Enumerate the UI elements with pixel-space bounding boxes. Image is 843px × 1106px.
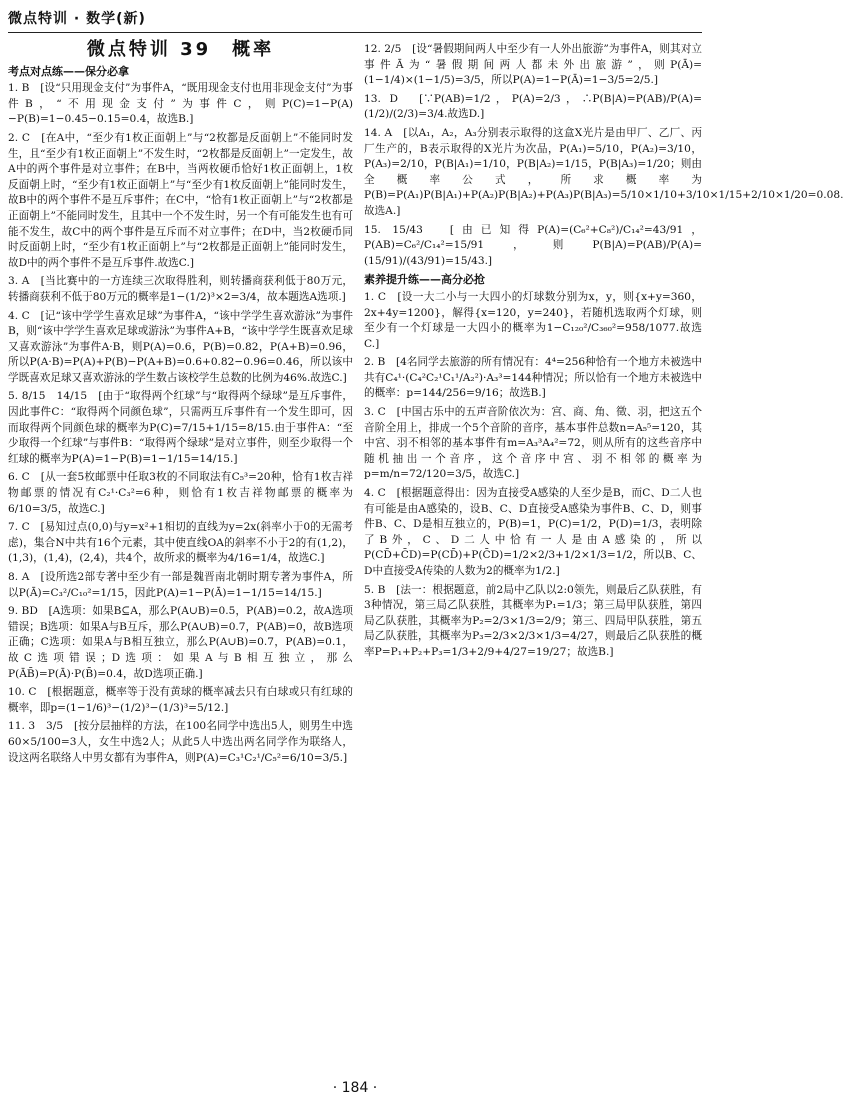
answer-item: 7. C [易知过点(0,0)与y=x²+1相切的直线为y=2x(斜率小于0的无需考虑)，集合N中共有16个元素，其中使直线OA的斜率不小于2的有(1,2)，(1,3)，(1,4)，(2,4)，共4个，故所求的概率为4/16=1/4，故选C.] (8, 521, 353, 565)
answer-item: 5. 8/15 14/15 [由于“取得两个红球”与“取得两个绿球”是互斥事件，因此事件C：“取得两个同颜色球”，只需两互斥事件有一个发生即可，因而取得两个同颜色球的概率为P(C)=7/15+1/15=8/15.由于事件A：“至少取得一个红球”与事件B：“取得两个绿球”是对立事件，则至少取得一个红球的概率为P(A)=1−P(B)=1−1/15=14/15.] (8, 390, 353, 465)
answer-item: 2. B [4名同学去旅游的所有情况有：4⁴=256种恰有一个地方未被选中共有C₄¹·(C₄²C₂¹C₁¹/A₂²)·A₃³=144种情况；所以恰有一个地方未被选中的概率：p=144/256=9/16；故选B.] (364, 356, 702, 400)
answer-item: 4. C [根据题意得出：因为直接受A感染的人至少是B，而C、D二人也有可能是由A感染的，设B、C、D直接受A感染为事件B、C、D，则事件B、C、D是相互独立的，P(B)=1，P(C)=1/2，P(D)=1/3，表明除了B外，C、D二人中恰有一人是由A感染的，所以P(CD̄+C̄D)=P(CD̄)+P(C̄D)=1/2×2/3+1/2×1/3=1/2，所以B、C、D中直接受A传染的人数为2的概率为1/2.] (364, 487, 702, 577)
answer-list-right-advanced (364, 290, 702, 661)
running-header: 微点特训 · 数学(新) (8, 11, 146, 27)
answer-item: 5. B [法一：根据题意，前2局中乙队以2:0领先，则最后乙队获胜，有3种情况，第三局乙队获胜，其概率为P₁=1/3；第三局甲队获胜，第四局乙队获胜，其概率为P₂=2/3×1/3=2/9；第三、四局甲队获胜，第五局乙队获胜，其概率为P₃=2/3×2/3×1/3=4/27，则最后乙队获胜的概率P=P₁+P₂+P₃=1/3+2/9+4/27=19/27；故选B.] (364, 583, 702, 658)
section-basic: 考点对点练——保分必拿 (8, 64, 129, 78)
answer-item: 1. B [设“只用现金支付”为事件A，“既用现金支付也用非现金支付”为事件B，“不用现金支付”为事件C，则P(C)=1−P(A)−P(B)=1−0.45−0.15=0.4，故选B.] (8, 82, 353, 126)
answer-item: 6. C [从一套5枚邮票中任取3枚的不同取法有C₅³=20种，恰有1枚吉祥物邮票的情况有C₂¹·C₃²=6种，则恰有1枚吉祥物邮票的概率为6/10=3/5，故选C.] (8, 471, 353, 515)
answer-item: 10. C [根据题意，概率等于没有黄球的概率减去只有白球或只有红球的概率，即p=(1−1/6)³−(1/2)³−(1/3)³=5/12.] (8, 686, 353, 714)
answer-item: 3. A [当比赛中的一方连续三次取得胜利，则转播商获利低于80万元，转播商获利不低于80万元的概率是1−(1/2)³×2=3/4，故本题选A选项.] (8, 275, 353, 303)
answer-item: 15. 15/43 [由已知得P(A)=(C₆²+C₈²)/C₁₄²=43/91，P(AB)=C₆²/C₁₄²=15/91，则P(B|A)=P(AB)/P(A)=(15/91)/(43/91)=15/43.] (364, 223, 702, 267)
answer-item: 9. BD [A选项：如果B⊆A，那么P(A∪B)=0.5，P(AB)=0.2，故A选项错误；B选项：如果A与B互斥，那么P(A∪B)=0.7，P(AB)=0，故B选项正确；C选项：如果A与B相互独立，那么P(A∪B)=0.7，P(AB)=0.1，故C选项错误；D选项：如果A与B相互独立，那么P(ĀB̄)=P(Ā)·P(B̄)=0.4，故D选项正确.] (8, 605, 353, 680)
header-rule (8, 32, 702, 33)
answer-list-right-basic (364, 42, 843, 269)
right-column (364, 42, 843, 664)
answer-list-left (8, 81, 353, 766)
answer-item: 3. C [中国古乐中的五声音阶依次为：宫、商、角、徵、羽，把这五个音阶全用上，排成一个5个音阶的音序，基本事件总数n=A₅⁵=120，其中宫、羽不相邻的基本事件有m=A₃³A₄²=72，则从所有的这些音序中随机抽出一个音序，这个音序中宫、羽不相邻的概率为p=m/n=72/120=3/5，故选C.] (364, 406, 702, 481)
answer-item: 14. A [以A₁，A₂，A₃分别表示取得的这盒X光片是由甲厂、乙厂、丙厂生产的，B表示取得的X光片为次品，P(A₁)=5/10，P(A₂)=3/10，P(A₃)=2/10，P(B|A₁)=1/10，P(B|A₂)=1/15，P(B|A₃)=1/20；则由全概率公式，所求概率为P(B)=P(A₁)P(B|A₁)+P(A₂)P(B|A₂)+P(A₃)P(B|A₃)=5/10×1/10+3/10×1/15+2/10×1/20=0.08.故选A.] (364, 126, 843, 217)
answer-item: 4. C [记“该中学学生喜欢足球”为事件A，“该中学学生喜欢游泳”为事件B，则“该中学学生喜欢足球或游泳”为事件A+B，“该中学学生既喜欢足球又喜欢游泳”为事件A·B，则P(A)=0.6，P(B)=0.82，P(A+B)=0.96，所以P(A·B)=P(A)+P(B)−P(A+B)=0.6+0.82−0.96=0.46，所以该中学既喜欢足球又喜欢游泳的学生数占该校学生总数的比例为46%.故选C.] (8, 309, 353, 384)
answer-item: 13. D [∵P(AB)=1/2，P(A)=2/3，∴P(B|A)=P(AB)/P(A)=(1/2)/(2/3)=3/4.故选D.] (364, 92, 702, 121)
answer-item: 12. 2/5 [设“暑假期间两人中至少有一人外出旅游”为事件A，则其对立事件Ā为“暑假期间两人都未外出旅游”，则P(Ā)=(1−1/4)×(1−1/5)=3/5，所以P(A)=1−P(Ā)=1−3/5=2/5.] (364, 43, 702, 87)
section-advanced: 素养提升练——高分必抢 (364, 273, 485, 287)
page-number: · 184 · (332, 1080, 378, 1096)
answer-item: 8. A [设所选2部专著中至少有一部是魏晋南北朝时期专著为事件A，所以P(Ā)=C₃²/C₁₀²=1/15，因此P(A)=1−P(Ā)=1−1/15=14/15.] (8, 571, 353, 599)
left-column (8, 39, 353, 769)
answer-item: 1. C [设一大二小与一大四小的灯球数分别为x，y，则{x+y=360，2x+4y=1200}，解得{x=120，y=240}，若随机选取两个灯球，则至少有一个灯球是一大四小的概率为1−C₁₂₀²/C₃₆₀²=958/1077.故选C.] (364, 290, 702, 350)
answer-item: 2. C [在A中，“至少有1枚正面朝上”与“2枚都是反面朝上”不能同时发生，且“至少有1枚正面朝上”不发生时，“2枚都是反面朝上”一定发生，故A中的两个事件是对立事件；在B中，当两枚硬币恰好1枚正面朝上，1枚反面朝上时，“至少有1枚正面朝上”与“至少有1枚反面朝上”能同时发生，故B中的两个事件不是互斥事件；在C中，“恰有1枚正面朝上”与“2枚都是正面朝上”不能同时发生，且其中一个不发生时，另一个有可能发生也有可能不发生，故C中的两个事件是互斥而不对立事件；在D中，当2枚硬币同时反面朝上时，“至少有1枚正面朝上”与“2枚都是正面朝上”能同时发生，故D中的两个事件不是互斥事件.故选C.] (8, 131, 353, 269)
page-title: 微点特训 39 概率 (86, 39, 275, 60)
answer-item: 11. 3 3/5 [按分层抽样的方法，在100名同学中选出5人，则男生中选60×5/100=3人，女生中选2人；从此5人中选出两名同学作为联络人，设这两名联络人中男女都有为事件A，则P(A)=C₃¹C₂¹/C₅²=6/10=3/5.] (8, 720, 353, 764)
